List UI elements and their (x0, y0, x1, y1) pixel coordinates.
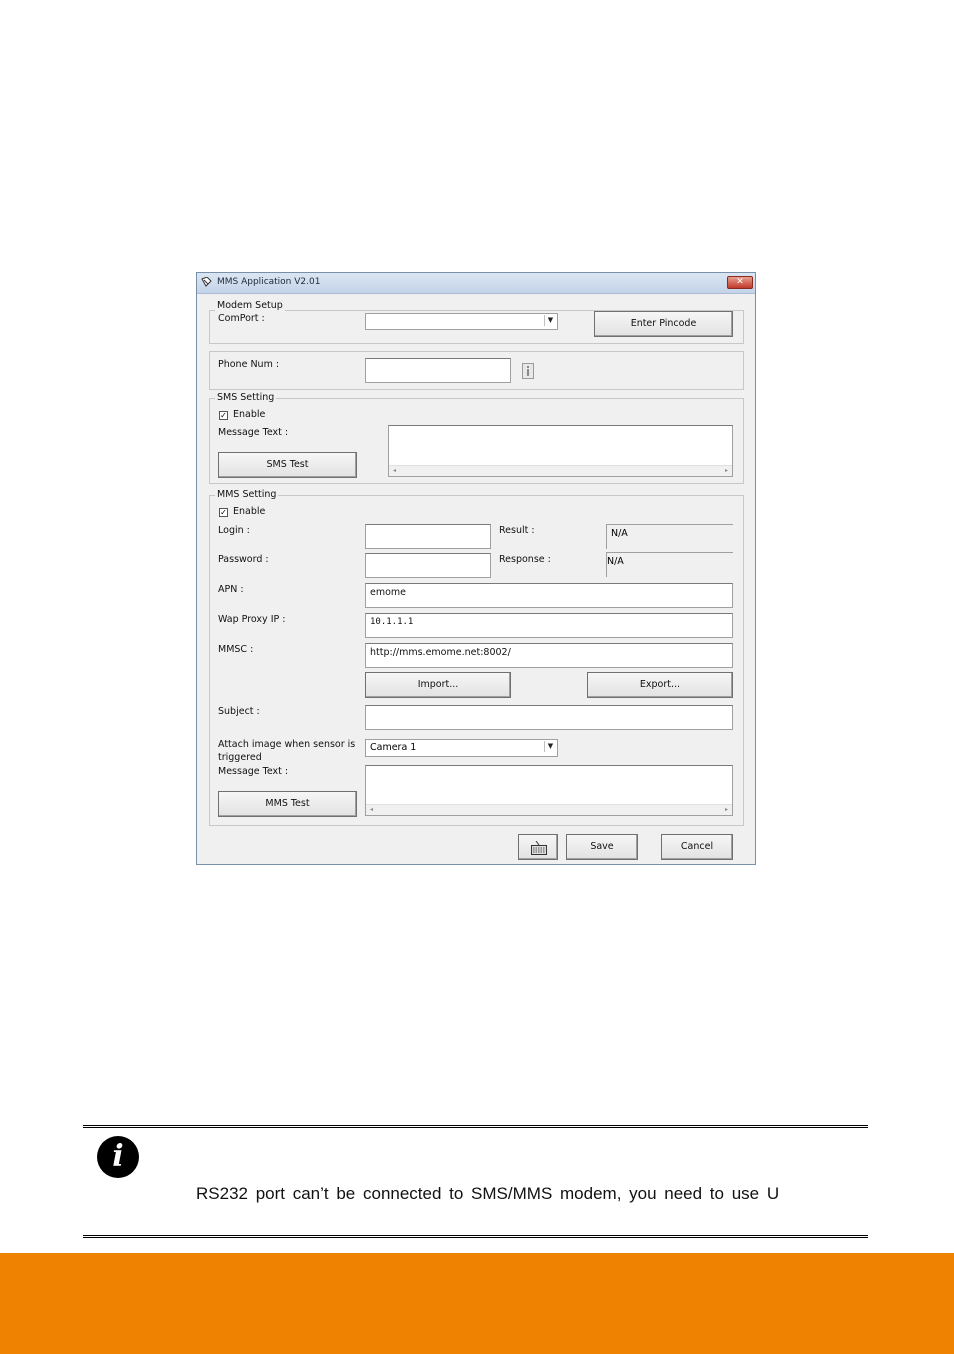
attach-camera-value: Camera 1 (370, 742, 417, 753)
attach-image-label-line1: Attach image when sensor is (218, 739, 356, 750)
info-icon[interactable] (522, 363, 534, 379)
result-value: N/A (606, 524, 733, 549)
mms-enable-label: Enable (233, 506, 266, 517)
sms-message-textarea[interactable] (388, 425, 733, 477)
mms-message-textarea[interactable] (365, 765, 733, 816)
subject-label: Subject : (218, 706, 260, 717)
comport-select[interactable] (365, 313, 558, 330)
keyboard-icon (531, 841, 547, 855)
password-input[interactable] (365, 553, 491, 578)
export-button[interactable]: Export... (587, 672, 733, 698)
response-value: N/A (606, 552, 733, 577)
chevron-down-icon[interactable]: ▼ (544, 315, 556, 326)
mmsc-input[interactable]: http://mms.emome.net:8002/ (365, 643, 733, 668)
cancel-button[interactable]: Cancel (661, 834, 733, 860)
info-icon: i (97, 1136, 139, 1178)
keyboard-button[interactable] (518, 834, 558, 860)
sms-message-label: Message Text : (218, 427, 289, 438)
chevron-down-icon[interactable]: ▼ (544, 741, 556, 752)
comport-label: ComPort : (218, 313, 265, 324)
footer-bar (0, 1253, 954, 1354)
login-input[interactable] (365, 524, 491, 549)
note-text: RS232 port can’t be connected to SMS/MMS modem, you need to use U (196, 1184, 780, 1203)
mms-test-button[interactable]: MMS Test (218, 791, 357, 817)
phone-num-input[interactable] (365, 358, 511, 383)
sms-test-button[interactable]: SMS Test (218, 452, 357, 478)
sms-enable-checkbox[interactable]: ✓ (220, 411, 227, 420)
mms-message-scrollbar[interactable]: ◂ ▸ (366, 804, 732, 815)
enter-pincode-button[interactable]: Enter Pincode (594, 311, 733, 337)
sms-enable-label: Enable (233, 409, 266, 420)
phone-num-label: Phone Num : (218, 359, 280, 370)
title-bar[interactable] (197, 273, 755, 294)
save-button[interactable]: Save (566, 834, 638, 860)
login-label: Login : (218, 525, 250, 536)
mmsc-label: MMSC : (218, 644, 254, 655)
import-button[interactable]: Import... (365, 672, 511, 698)
close-button[interactable]: ✕ (727, 276, 753, 289)
attach-camera-select[interactable] (365, 739, 558, 757)
result-label: Result : (499, 525, 535, 536)
password-label: Password : (218, 554, 269, 565)
response-label: Response : (499, 554, 551, 565)
wap-proxy-input[interactable]: 10.1.1.1 (365, 613, 733, 638)
apn-label: APN : (218, 584, 244, 595)
sms-message-scrollbar[interactable]: ◂ ▸ (389, 465, 732, 476)
attach-image-label-line2: triggered (218, 752, 262, 763)
note-top-rule (83, 1125, 868, 1128)
subject-input[interactable] (365, 705, 733, 730)
sms-setting-legend: SMS Setting (217, 392, 275, 403)
mms-application-window (196, 272, 756, 865)
window-title: MMS Application V2.01 (217, 277, 321, 287)
mms-message-label: Message Text : (218, 766, 289, 777)
app-icon (201, 277, 212, 287)
mms-enable-checkbox[interactable]: ✓ (220, 508, 227, 517)
mms-setting-legend: MMS Setting (217, 489, 277, 500)
wap-proxy-label: Wap Proxy IP : (218, 614, 286, 625)
apn-input[interactable]: emome (365, 583, 733, 608)
note-bottom-rule (83, 1235, 868, 1238)
modem-setup-legend: Modem Setup (217, 300, 283, 311)
